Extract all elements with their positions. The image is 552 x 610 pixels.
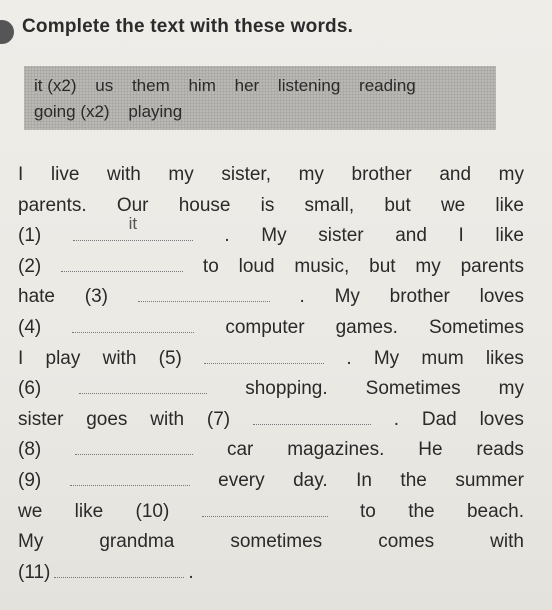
- word: the: [400, 470, 427, 491]
- gap-5-field[interactable]: [204, 345, 324, 364]
- word: brother: [389, 286, 450, 308]
- word-bank-item: it (x2): [34, 76, 77, 95]
- word: like: [495, 194, 524, 216]
- word: to: [359, 500, 376, 522]
- word-bank: [24, 66, 496, 130]
- word: magazines.: [287, 439, 385, 461]
- word: we: [440, 194, 466, 216]
- word-bank-item: reading: [359, 76, 416, 95]
- text-line-9: [18, 405, 524, 435]
- gap-1-field[interactable]: [73, 213, 193, 241]
- gap-9-field[interactable]: [70, 467, 190, 486]
- word: loves: [479, 408, 524, 430]
- exercise-bullet-icon: [0, 20, 14, 44]
- word: my: [298, 164, 324, 185]
- word: but: [369, 255, 396, 277]
- gap-7-field[interactable]: [253, 406, 371, 425]
- word: He: [418, 439, 443, 461]
- text-line-10: [18, 435, 524, 465]
- word: My: [334, 286, 360, 308]
- word: day.: [293, 470, 328, 491]
- word: I: [18, 164, 24, 185]
- word: In: [356, 470, 372, 491]
- gap-10-field[interactable]: [202, 498, 328, 517]
- word: likes: [485, 347, 524, 369]
- word: play: [45, 347, 81, 369]
- word: and: [395, 225, 427, 247]
- word: and: [439, 164, 472, 185]
- text-line-8: [18, 374, 524, 404]
- word: like: [74, 500, 104, 522]
- word: parents: [460, 255, 524, 277]
- gap-11-field[interactable]: [54, 559, 184, 578]
- gap-number: (8): [18, 439, 42, 461]
- word: car: [226, 439, 254, 461]
- word: hate: [18, 286, 55, 308]
- gap-3-field[interactable]: [138, 283, 270, 302]
- word-bank-item: them: [131, 76, 170, 95]
- word: computer: [225, 317, 305, 338]
- gap-4-field[interactable]: [72, 314, 194, 333]
- word: loves: [479, 286, 524, 308]
- word-bank-item: him: [188, 76, 216, 95]
- word: Dad: [421, 408, 457, 430]
- word: with: [107, 164, 141, 185]
- word: the: [408, 500, 435, 522]
- word: live: [50, 164, 80, 185]
- word: goes: [86, 408, 128, 430]
- word: .: [188, 561, 194, 583]
- word-bank-item: going (x2): [34, 102, 110, 121]
- text-line-12: [18, 497, 524, 527]
- word: house: [178, 194, 231, 216]
- gap-number: (2): [18, 255, 42, 277]
- word: small,: [304, 194, 355, 216]
- word: .: [299, 286, 305, 308]
- gap-number: (4): [18, 317, 42, 338]
- word: my: [415, 255, 441, 277]
- text-line-1: [18, 160, 524, 190]
- text-line-3: [18, 213, 524, 251]
- word: Sometimes: [365, 378, 461, 400]
- gap-6-field[interactable]: [79, 375, 207, 394]
- gap-2-field[interactable]: [61, 253, 183, 272]
- word: but: [384, 194, 411, 216]
- word: with: [490, 531, 524, 553]
- gap-number: (11): [18, 561, 51, 583]
- word: comes: [378, 531, 435, 553]
- exercise-instruction: Complete the text with these words.: [22, 16, 354, 37]
- word: with: [102, 347, 137, 369]
- word: .: [393, 408, 400, 430]
- word: beach.: [466, 500, 524, 522]
- word: is: [260, 194, 275, 216]
- word: My: [18, 531, 44, 553]
- word: sister: [18, 408, 64, 430]
- word: my: [498, 164, 524, 185]
- word: .: [346, 347, 352, 369]
- word: parents.: [18, 194, 87, 216]
- word-bank-item: listening: [277, 76, 341, 95]
- word: my: [498, 378, 524, 400]
- word: I: [458, 225, 464, 247]
- word: with: [150, 408, 185, 430]
- word: to: [202, 255, 219, 277]
- word: My: [373, 347, 400, 369]
- word-bank-line-1: [34, 76, 430, 96]
- word-bank-line-2: [34, 102, 196, 122]
- text-line-6: [18, 313, 524, 343]
- word: music,: [294, 255, 350, 277]
- word-bank-item: us: [95, 76, 114, 95]
- word-bank-item: playing: [128, 102, 183, 121]
- text-line-13: [18, 527, 524, 557]
- word: every: [218, 470, 265, 491]
- text-line-4: [18, 252, 524, 282]
- gap-number: (6): [18, 378, 42, 400]
- word: My: [261, 225, 287, 247]
- word: I: [18, 347, 24, 369]
- text-line-2: [18, 191, 524, 221]
- word: grandma: [99, 531, 175, 553]
- word: we: [18, 500, 43, 522]
- word: games.: [335, 317, 398, 338]
- word: sometimes: [230, 531, 323, 553]
- word: reads: [476, 439, 524, 461]
- text-line-7: [18, 344, 524, 374]
- gap-number: (5): [158, 347, 182, 369]
- text-line-14: [18, 558, 524, 588]
- gap-number: (1): [18, 225, 42, 247]
- word: Our: [116, 194, 149, 216]
- word: .: [224, 225, 230, 247]
- word: Sometimes: [428, 317, 524, 338]
- gap-number: (3): [84, 286, 108, 308]
- word: my: [168, 164, 194, 185]
- word: loud: [238, 255, 275, 277]
- gap-number: (7): [206, 408, 231, 430]
- word: summer: [455, 470, 524, 491]
- word: shopping.: [245, 378, 328, 400]
- gap-1-answer: it: [128, 213, 138, 233]
- word: like: [495, 225, 524, 247]
- word: sister: [318, 225, 364, 247]
- word: brother: [351, 164, 412, 185]
- gap-8-field[interactable]: [75, 436, 193, 455]
- word: mum: [421, 347, 464, 369]
- gap-number: (10): [135, 500, 170, 522]
- gap-number: (9): [18, 470, 42, 491]
- text-line-11: [18, 466, 524, 496]
- text-line-5: [18, 282, 524, 312]
- word-bank-item: her: [234, 76, 260, 95]
- word: sister,: [221, 164, 271, 185]
